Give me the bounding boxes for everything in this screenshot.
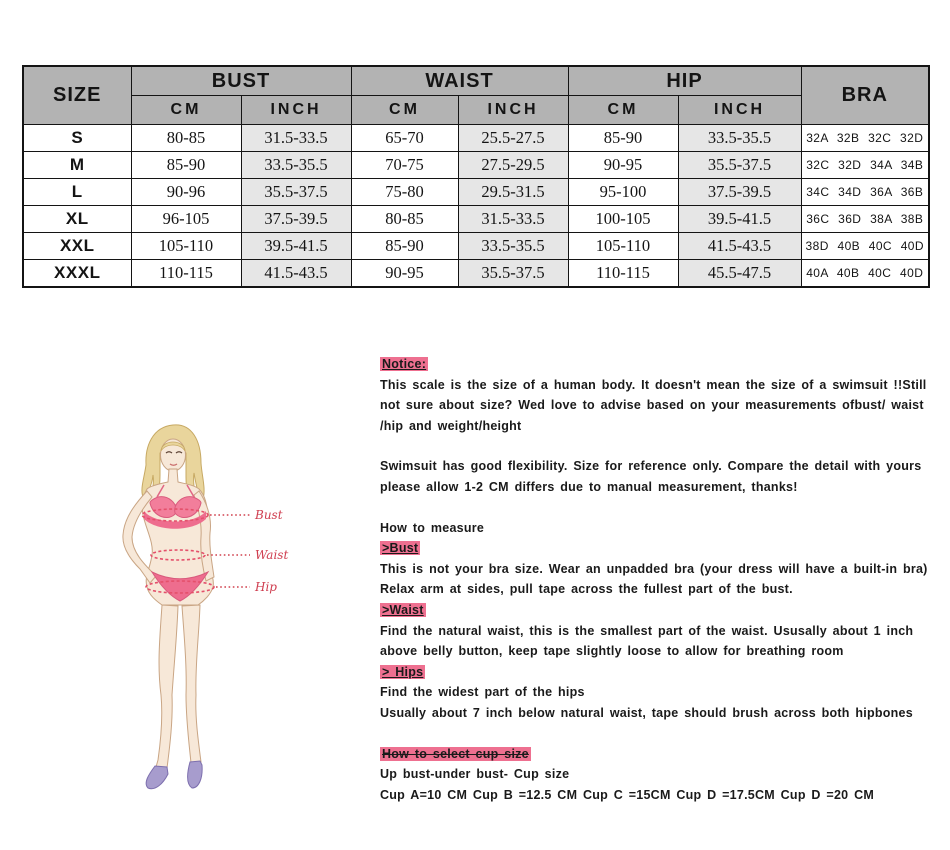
hips-instructions-1: Find the widest part of the hips [380, 685, 585, 700]
waist-highlight: >Waist [382, 602, 424, 617]
waist-instructions: Find the natural waist, this is the smallest part of the waist. Ususally about 1 inch above belly button, keep tape slightly loose to allow for breathing room [380, 623, 914, 659]
flexibility-note: Swimsuit has good flexibility. Size for reference only. Compare the detail with yours please allow 1-2 CM differs due to manual measurement, thanks! [380, 459, 922, 494]
bust-inch: 35.5-37.5 [241, 179, 351, 206]
bust-cm: 90-96 [131, 179, 241, 206]
hip-inch: 45.5-47.5 [678, 260, 801, 287]
col-header-hip: HIP [568, 66, 801, 96]
bust-cm: 110-115 [131, 260, 241, 287]
waist-inch: 29.5-31.5 [458, 179, 568, 206]
hip-inch: 35.5-37.5 [678, 152, 801, 179]
cup-size-heading [380, 744, 928, 765]
size-label: XL [23, 206, 131, 233]
size-label: M [23, 152, 131, 179]
hip-cm: 110-115 [568, 260, 678, 287]
hip-inch: 39.5-41.5 [678, 206, 801, 233]
hip-cm: 95-100 [568, 179, 678, 206]
col-header-size: SIZE [23, 66, 131, 125]
hip-cm: 90-95 [568, 152, 678, 179]
bust-inch: 37.5-39.5 [241, 206, 351, 233]
waist-inch: 31.5-33.5 [458, 206, 568, 233]
bra-sizes: 34C 34D 36A 36B [801, 179, 929, 206]
bust-heading [380, 538, 928, 559]
subheader-waist-inch: INCH [458, 96, 568, 125]
figure-shoe-right [188, 761, 203, 788]
notice-body: This scale is the size of a human body. It doesn't mean the size of a swimsuit !!Still not sure about size? Wed love to advise based on your measurements ofbust/ waist /hip and weight/height [380, 377, 927, 433]
table-row-xxxl [23, 260, 929, 287]
waist-inch: 25.5-27.5 [458, 125, 568, 152]
size-chart-table [22, 65, 930, 288]
bust-highlight: >Bust [382, 541, 419, 556]
bust-cm: 85-90 [131, 152, 241, 179]
size-label: XXXL [23, 260, 131, 287]
notice-heading [380, 354, 928, 375]
hip-cm: 85-90 [568, 125, 678, 152]
waist-cm: 75-80 [351, 179, 458, 206]
subheader-bust-cm: CM [131, 96, 241, 125]
hip-cm: 100-105 [568, 206, 678, 233]
bust-cm: 80-85 [131, 125, 241, 152]
bust-figure-label: Bust [255, 508, 283, 522]
hip-figure-label: Hip [255, 580, 277, 594]
bra-sizes: 38D 40B 40C 40D [801, 233, 929, 260]
bust-instructions-1: This is not your bra size. Wear an unpadded bra (your dress will have a built-in bra) [380, 561, 928, 576]
hip-inch: 33.5-35.5 [678, 125, 801, 152]
cup-size-line-2: Cup A=10 CM Cup B =12.5 CM Cup C =15CM Cup D =17.5CM Cup D =20 CM [380, 787, 875, 802]
bust-instructions-2: Relax arm at sides, pull tape across the fullest part of the bust. [380, 582, 793, 597]
subheader-hip-inch: INCH [678, 96, 801, 125]
waist-cm: 65-70 [351, 125, 458, 152]
notice-highlight: Notice: [382, 357, 427, 371]
table-row-l [23, 179, 929, 206]
col-header-bust: BUST [131, 66, 351, 96]
hips-heading [380, 662, 928, 683]
figure-leg-left [156, 605, 178, 768]
bust-inch: 41.5-43.5 [241, 260, 351, 287]
subheader-hip-cm: CM [568, 96, 678, 125]
size-label: L [23, 179, 131, 206]
col-header-waist: WAIST [351, 66, 568, 96]
subheader-bust-inch: INCH [241, 96, 351, 125]
figure-shoe-left [146, 766, 168, 789]
waist-cm: 80-85 [351, 206, 458, 233]
bra-sizes: 32A 32B 32C 32D [801, 125, 929, 152]
bra-sizes: 32C 32D 34A 34B [801, 152, 929, 179]
figure-leg-right [182, 605, 201, 763]
size-label: XXL [23, 233, 131, 260]
hips-instructions-2: Usually about 7 inch below natural waist, tape should brush across both hipbones [380, 705, 913, 720]
bra-sizes: 36C 36D 38A 38B [801, 206, 929, 233]
size-label: S [23, 125, 131, 152]
cup-size-highlight: How to select cup size [382, 746, 529, 761]
waist-inch: 35.5-37.5 [458, 260, 568, 287]
hip-inch: 37.5-39.5 [678, 179, 801, 206]
bust-inch: 39.5-41.5 [241, 233, 351, 260]
table-row-xxl [23, 233, 929, 260]
bra-sizes: 40A 40B 40C 40D [801, 260, 929, 287]
subheader-waist-cm: CM [351, 96, 458, 125]
table-row-m [23, 152, 929, 179]
how-to-measure-heading: How to measure [380, 520, 485, 535]
bust-inch: 31.5-33.5 [241, 125, 351, 152]
waist-inch: 27.5-29.5 [458, 152, 568, 179]
waist-cm: 70-75 [351, 152, 458, 179]
bust-cm: 105-110 [131, 233, 241, 260]
hips-highlight: > Hips [382, 664, 424, 679]
waist-figure-label: Waist [255, 548, 289, 562]
table-row-xl [23, 206, 929, 233]
cup-size-line-1: Up bust-under bust- Cup size [380, 767, 570, 782]
waist-cm: 85-90 [351, 233, 458, 260]
waist-inch: 33.5-35.5 [458, 233, 568, 260]
figure-sketch-svg [100, 415, 320, 800]
measurement-figure [100, 415, 320, 800]
bust-inch: 33.5-35.5 [241, 152, 351, 179]
hip-cm: 105-110 [568, 233, 678, 260]
waist-heading [380, 600, 928, 621]
col-header-bra: BRA [801, 66, 929, 125]
sizing-info-column [380, 354, 928, 805]
bust-cm: 96-105 [131, 206, 241, 233]
table-row-s [23, 125, 929, 152]
hip-inch: 41.5-43.5 [678, 233, 801, 260]
waist-cm: 90-95 [351, 260, 458, 287]
